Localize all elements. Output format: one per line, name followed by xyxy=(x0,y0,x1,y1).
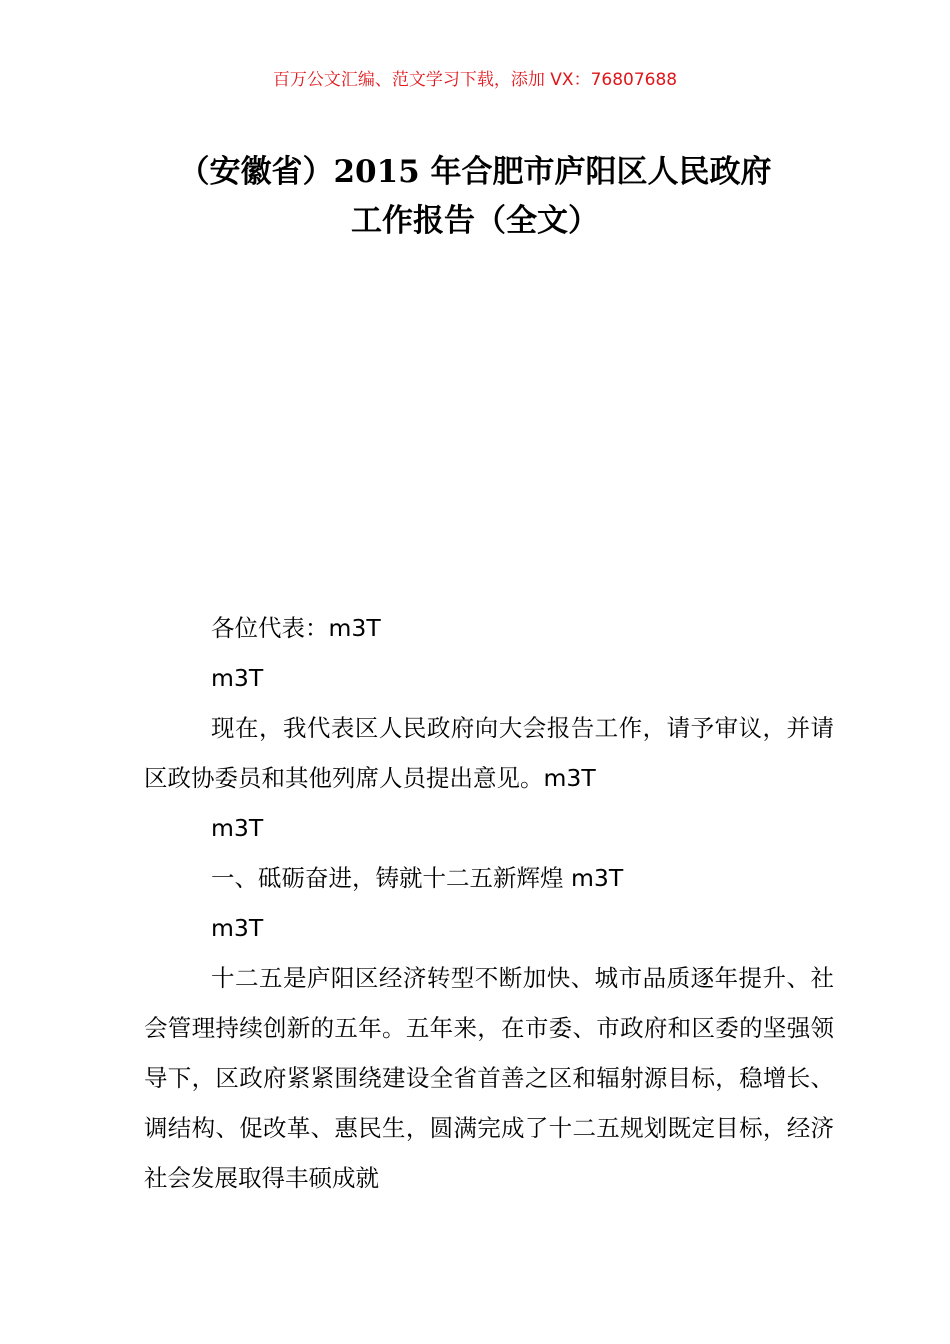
watermark-banner: 百万公文汇编、范文学习下载，添加 VX：76807688 xyxy=(272,70,678,90)
paragraph-salutation: 各位代表：m3T xyxy=(211,614,381,642)
title-line-1: （安徽省）2015 年合肥市庐阳区人民政府 xyxy=(178,154,772,190)
section-heading-1: 一、砥砺奋进，铸就十二五新辉煌 m3T xyxy=(211,864,624,892)
title-line-2: 工作报告（全文） xyxy=(351,203,599,239)
paragraph-marker: m3T xyxy=(211,814,264,842)
paragraph-marker: m3T xyxy=(211,664,264,692)
paragraph-review: 十二五是庐阳区经济转型不断加快、城市品质逐年提升、社会管理持续创新的五年。五年来，在市委、市政府和区委的坚强领导下，区政府紧紧围绕建设全省首善之区和辐射源目标，稳增长、调结构、促改革、惠民生，圆满完成了十二五规划既定目标，经济社会发展取得丰硕成就 xyxy=(144,964,834,1192)
paragraph-marker: m3T xyxy=(211,914,264,942)
document-title xyxy=(120,148,830,246)
document-body xyxy=(144,603,834,1203)
paragraph-intro: 现在，我代表区人民政府向大会报告工作，请予审议，并请区政协委员和其他列席人员提出意见。m3T xyxy=(144,714,834,792)
